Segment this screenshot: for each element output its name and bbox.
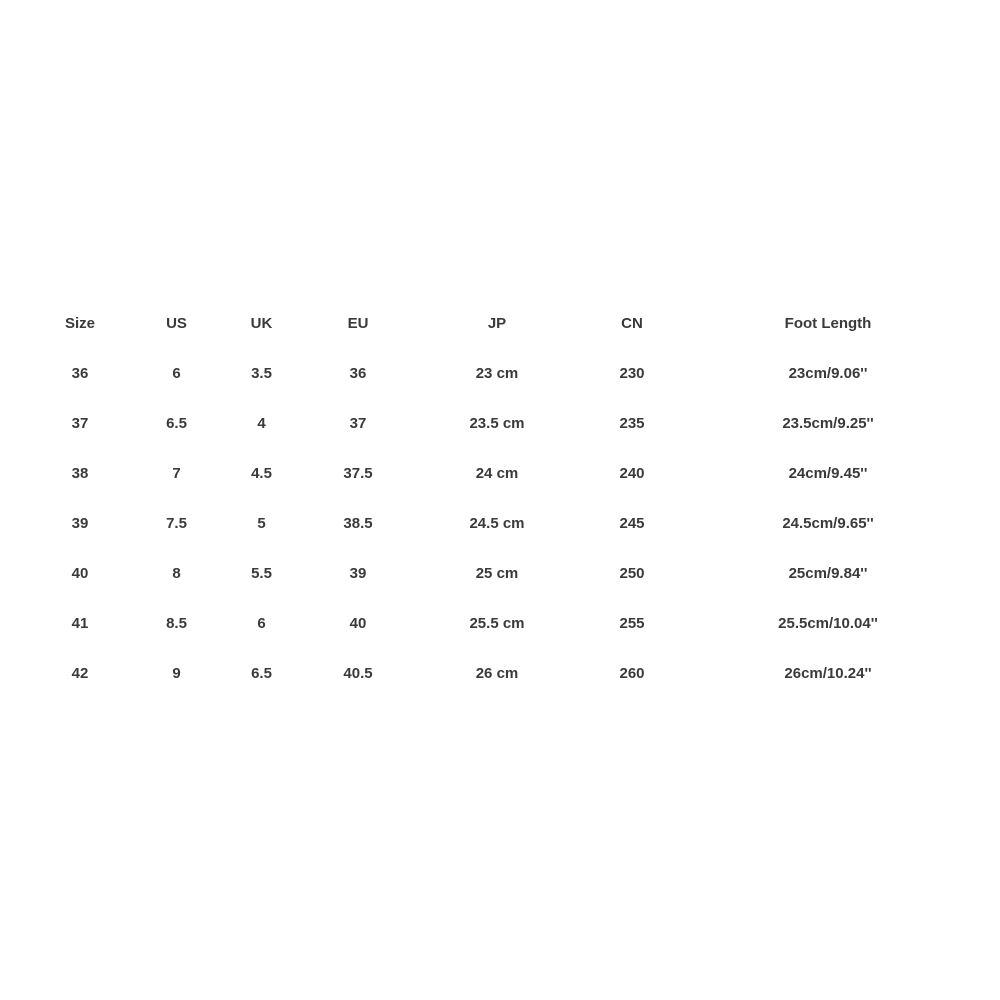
cell-foot-length: 24cm/9.45'': [788, 464, 868, 482]
table-row: [0, 498, 1000, 548]
cell-jp: 23.5 cm: [469, 414, 525, 432]
cell-us: 9: [172, 664, 181, 682]
cell-eu: 40: [349, 614, 367, 632]
cell-jp: 26 cm: [475, 664, 519, 682]
cell-foot-length: 26cm/10.24'': [784, 664, 872, 682]
cell-cn: 260: [619, 664, 645, 682]
header-cn: CN: [621, 314, 643, 332]
table-row: [0, 648, 1000, 698]
cell-eu: 37: [349, 414, 367, 432]
table-row: [0, 598, 1000, 648]
table-row: [0, 548, 1000, 598]
cell-uk: 5.5: [251, 564, 272, 582]
cell-size: 37: [71, 414, 89, 432]
cell-cn: 245: [619, 514, 645, 532]
cell-jp: 23 cm: [475, 364, 519, 382]
header-foot-length: Foot Length: [784, 314, 872, 332]
cell-cn: 250: [619, 564, 645, 582]
cell-uk: 6.5: [251, 664, 272, 682]
cell-uk: 4.5: [251, 464, 272, 482]
table-row: [0, 448, 1000, 498]
table-row: [0, 348, 1000, 398]
cell-uk: 5: [257, 514, 266, 532]
cell-cn: 255: [619, 614, 645, 632]
header-jp: JP: [487, 314, 507, 332]
cell-us: 7: [172, 464, 181, 482]
cell-uk: 3.5: [251, 364, 272, 382]
header-us: US: [166, 314, 187, 332]
cell-us: 7.5: [166, 514, 187, 532]
cell-jp: 24.5 cm: [469, 514, 525, 532]
cell-us: 8: [172, 564, 181, 582]
cell-foot-length: 23.5cm/9.25'': [782, 414, 874, 432]
table-header-row: [0, 298, 1000, 348]
cell-foot-length: 24.5cm/9.65'': [782, 514, 874, 532]
cell-uk: 4: [257, 414, 266, 432]
cell-size: 41: [71, 614, 89, 632]
cell-size: 38: [71, 464, 89, 482]
cell-uk: 6: [257, 614, 266, 632]
cell-cn: 240: [619, 464, 645, 482]
header-size: Size: [64, 314, 95, 332]
table-row: [0, 398, 1000, 448]
cell-size: 39: [71, 514, 89, 532]
cell-eu: 39: [349, 564, 367, 582]
cell-cn: 235: [619, 414, 645, 432]
cell-foot-length: 25cm/9.84'': [788, 564, 868, 582]
cell-eu: 40.5: [343, 664, 373, 682]
cell-cn: 230: [619, 364, 645, 382]
cell-size: 36: [71, 364, 89, 382]
size-chart-table: [0, 298, 1000, 698]
cell-foot-length: 23cm/9.06'': [788, 364, 868, 382]
header-uk: UK: [250, 314, 273, 332]
cell-eu: 37.5: [343, 464, 373, 482]
cell-us: 8.5: [166, 614, 187, 632]
cell-jp: 25 cm: [475, 564, 519, 582]
cell-size: 42: [71, 664, 89, 682]
cell-us: 6: [172, 364, 181, 382]
cell-jp: 25.5 cm: [469, 614, 525, 632]
cell-foot-length: 25.5cm/10.04'': [778, 614, 878, 632]
header-eu: EU: [347, 314, 369, 332]
cell-jp: 24 cm: [475, 464, 519, 482]
cell-size: 40: [71, 564, 89, 582]
cell-eu: 38.5: [343, 514, 373, 532]
cell-eu: 36: [349, 364, 367, 382]
cell-us: 6.5: [166, 414, 187, 432]
